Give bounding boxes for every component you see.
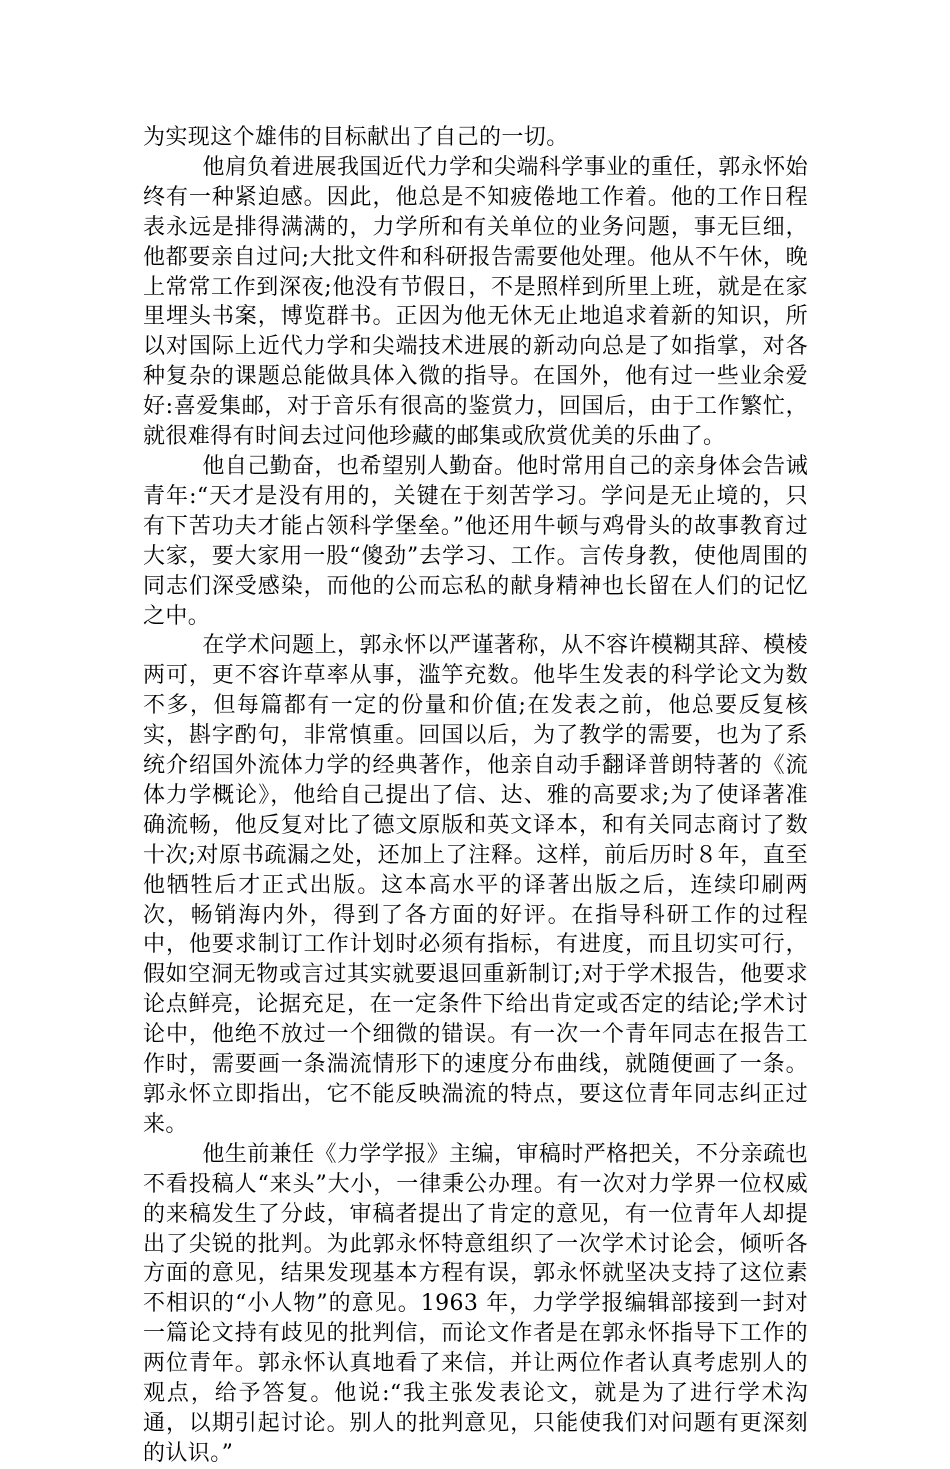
paragraph-diligence: 他自己勤奋，也希望别人勤奋。他时常用自己的亲身体会告诫青年:“天才是没有用的，关键在于刻苦学习。学问是无止境的，只有下苦功夫才能占领科学堡垒。”他还用牛顿与鸡骨头的故事教育过大家，要大家用一股“傻劲”去学习、工作。言传身教，使他周围的同志们深受感染，而他的公而忘私的献身精神也长留在人们的记忆之中。 — [143, 453, 808, 629]
paragraph-work-schedule: 他肩负着进展我国近代力学和尖端科学事业的重任，郭永怀始终有一种紧迫感。因此，他总是不知疲倦地工作着。他的工作日程表永远是排得满满的，力学所和有关单位的业务问题，事无巨细，他都要亲自过问;大批文件和科研报告需要他处理。他从不午休，晚上常常工作到深夜;他没有节假日，不是照样到所里上班，就是在家里埋头书案，博览群书。正因为他无休无止地追求着新的知识，所以对国际上近代力学和尖端技术进展的新动向总是了如指掌，对各种复杂的课题总能做具体入微的指导。在国外，他有过一些业余爱好:喜爱集邮，对于音乐有很高的鉴赏力，回国后，由于工作繁忙，就很难得有时间去过问他珍藏的邮集或欣赏优美的乐曲了。 — [143, 154, 808, 450]
paragraph-journal-editor: 他生前兼任《力学学报》主编，审稿时严格把关，不分亲疏也不看投稿人“来头”大小，一律秉公办理。有一次对力学界一位权威的来稿发生了分歧，审稿者提出了肯定的意见，有一位青年人却提出了尖锐的批判。为此郭永怀特意组织了一次学术讨论会，倾听各方面的意见，结果发现基本方程有误，郭永怀就坚决支持了这位素不相识的“小人物”的意见。1963 年，力学学报编辑部接到一封对一篇论文持有歧见的批判信，而论文作者是在郭永怀指导下工作的两位青年。郭永怀认真地看了来信，并让两位作者认真考虑别人的观点，给予答复。他说:“我主张发表论文，就是为了进行学术沟通，以期引起讨论。别人的批判意见，只能使我们对问题有更深刻的认识。” — [143, 1141, 808, 1466]
paragraph-continuation: 为实现这个雄伟的目标献出了自己的一切。 — [143, 125, 569, 150]
paragraph-academic-rigor: 在学术问题上，郭永怀以严谨著称，从不容许模糊其辞、模棱两可，更不容许草率从事，滥竽充数。他毕生发表的科学论文为数不多，但每篇都有一定的份量和价值;在发表之前，他总要反复核实，斟字酌句，非常慎重。回国以后，为了教学的需要，也为了系统介绍国外流体力学的经典著作，他亲自动手翻译普朗特著的《流体力学概论》，他给自己提出了信、达、雅的高要求;为了使译著准确流畅，他反复对比了德文原版和英文译本，和有关同志商讨了数十次;对原书疏漏之处，还加上了注释。这样，前后历时８年，直至他牺牲后才正式出版。这本高水平的译著出版之后，连续印刷两次，畅销海内外，得到了各方面的好评。在指导科研工作的过程中，他要求制订工作计划时必须有指标，有进度，而且切实可行，假如空洞无物或言过其实就要退回重新制订;对于学术报告，他要求论点鲜亮，论据充足，在一定条件下给出肯定或否定的结论;学术讨论中，他绝不放过一个细微的错误。有一次一个青年同志在报告工作时，需要画一条湍流情形下的速度分布曲线，就随便画了一条。郭永怀立即指出，它不能反映湍流的特点，要这位青年同志纠正过来。 — [143, 633, 808, 1137]
document-body — [143, 123, 808, 1469]
